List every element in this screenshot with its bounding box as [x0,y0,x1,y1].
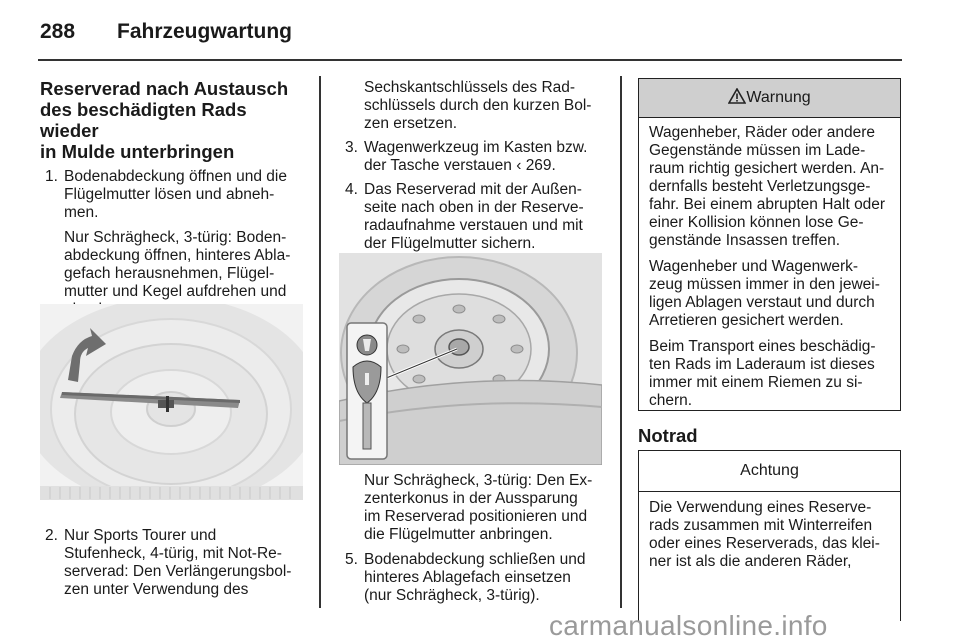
text-line: Nur Schrägheck, 3-türig: Den Ex- [364,472,593,489]
warning-paragraph [649,258,892,330]
step-2 [40,527,308,599]
warning-box [638,78,901,411]
text-line: abdeckung öffnen, hinteres Abla- [64,247,291,264]
middle-column-lower [340,472,610,605]
text-line: Flügelmutter lösen und abneh- [64,186,275,203]
text-line: Die Verwendung eines Reserve- [649,499,872,516]
text-line: einer Kollision können lose Ge- [649,214,864,231]
text-line: immer mit einem Riemen zu si- [649,374,863,391]
text-line: Wagenheber, Räder oder andere [649,124,876,141]
text-line: die Flügelmutter anbringen. [364,526,553,543]
text-line: radaufnahme verstauen und mit [364,217,583,234]
left-column [40,78,308,319]
text-line: zeug müssen immer in den jewei- [649,276,880,293]
text-line: Arretieren gesichert werden. [649,312,844,329]
caution-body [639,492,900,571]
header-rule [38,59,902,61]
step-2-continuation [340,79,610,133]
step-3 [340,139,610,175]
text-line: schlüssels durch den kurzen Bol- [364,97,592,114]
step-1 [40,168,308,222]
text-line: mutter und Kegel aufdrehen und [64,283,287,300]
warning-body [639,118,900,410]
text-line: rads zusammen mit Winterreifen [649,517,873,534]
text-line: chern. [649,392,693,409]
column-divider-1 [319,76,321,608]
step-number: 2. [45,527,58,544]
caution-box-header [639,451,900,492]
text-line: hinteres Ablagefach einsetzen [364,569,571,586]
text-line: ten Rads im Laderaum ist dieses [649,356,875,373]
text-line: Gegenstände müssen im Lade- [649,142,866,159]
text-line: Nur Schrägheck, 3-türig: Boden- [64,229,287,246]
caution-title: Achtung [740,462,799,479]
text-line: Stufenheck, 4-türig, mit Not-Re- [64,545,282,562]
text-line: zen ersetzen. [364,115,458,132]
text-line: Wagenheber und Wagenwerk- [649,258,859,275]
text-line: dernfalls besteht Verletzungsge- [649,178,871,195]
column-divider-2 [620,76,622,608]
text-line: der Tasche verstauen ‹ 269. [364,157,556,174]
text-line: im Reserverad positionieren und [364,508,588,525]
section-title-line: in Mulde unterbringen [40,141,235,162]
step-number: 5. [345,551,358,568]
warning-paragraph [649,124,892,250]
text-line: Wagenwerkzeug im Kasten bzw. [364,139,588,156]
text-line: ligen Ablagen verstaut und durch [649,294,875,311]
watermark: carmanualsonline.info [549,610,828,641]
text-line: zen unter Verwendung des [64,581,249,598]
spare-wheel-well-illustration [40,304,303,500]
text-line: gefach herausnehmen, Flügel- [64,265,275,282]
left-column-lower [40,527,308,599]
text-line: zenterkonus in der Aussparung [364,490,578,507]
step-4 [340,181,610,253]
warning-title: Warnung [746,89,811,106]
text-line: serverad: Den Verlängerungsbol- [64,563,292,580]
warning-paragraph [649,338,892,410]
text-line: (nur Schrägheck, 3-türig). [364,587,540,604]
caution-box [638,450,901,621]
page-number: 288 [40,20,76,43]
text-line: raum richtig gesichert werden. An- [649,160,885,177]
text-line: Bodenabdeckung öffnen und die [64,168,287,185]
text-line: Sechskantschlüssels des Rad- [364,79,576,96]
step-number: 1. [45,168,58,185]
step-number: 3. [345,139,358,156]
middle-column [340,79,610,253]
text-line: der Flügelmutter sichern. [364,235,536,252]
text-line: Bodenabdeckung schließen und [364,551,586,568]
step-4-note [340,472,610,544]
warning-box-header [639,79,900,118]
text-line: Das Reserverad mit der Außen- [364,181,582,198]
step-number: 4. [345,181,358,198]
spare-wheel-cone-illustration [339,253,602,465]
notrad-title: Notrad [638,425,698,446]
section-title [40,78,308,162]
text-line: Beim Transport eines beschädig- [649,338,876,355]
text-line: Nur Sports Tourer und [64,527,217,544]
page-header-title: Fahrzeugwartung [117,20,293,43]
warning-triangle-icon [728,88,746,104]
text-line: seite nach oben in der Reserve- [364,199,584,216]
section-title-line: des beschädigten Rads wieder [40,99,247,141]
text-line: ner ist als die anderen Räder, [649,553,852,570]
text-line: fahr. Bei einem abrupten Halt oder [649,196,886,213]
text-line: oder eines Reserverads, das klei- [649,535,880,552]
section-title-line: Reserverad nach Austausch [40,78,289,99]
text-line: genstände Insassen treffen. [649,232,841,249]
text-line: men. [64,204,99,221]
step-5 [340,551,610,605]
